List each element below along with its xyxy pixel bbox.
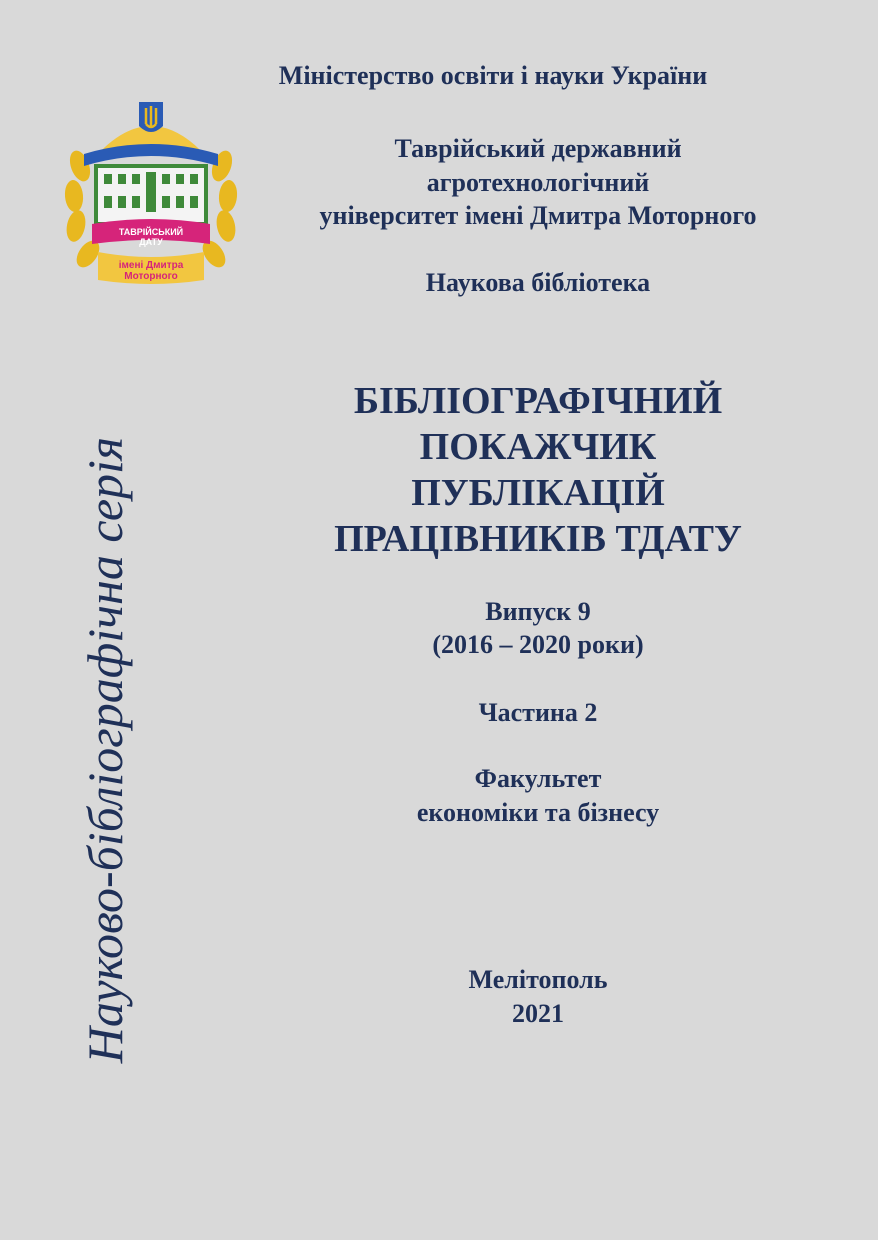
title-line-4: ПРАЦІВНИКІВ ТДАТУ bbox=[334, 518, 742, 560]
issue-years: (2016 – 2020 роки) bbox=[432, 630, 644, 659]
building-icon bbox=[94, 164, 208, 226]
ministry-name: Міністерство освіти і науки України bbox=[278, 61, 708, 90]
title-line-3: ПУБЛІКАЦІЙ bbox=[411, 472, 665, 514]
university-line-1: Таврійський державний bbox=[394, 134, 682, 163]
svg-text:ДАТУ: ДАТУ bbox=[139, 237, 163, 247]
publication-city: Мелітополь bbox=[468, 965, 608, 994]
top-ribbon bbox=[84, 144, 218, 166]
svg-text:Моторного: Моторного bbox=[124, 271, 178, 282]
issue-number: Випуск 9 bbox=[485, 597, 591, 626]
publication-year: 2021 bbox=[512, 999, 564, 1028]
title-line-1: БІБЛІОГРАФІЧНИЙ bbox=[353, 380, 723, 422]
part-number: Частина 2 bbox=[478, 698, 598, 727]
title-line-2: ПОКАЖЧИК bbox=[419, 426, 657, 468]
university-line-2: агротехнологічний bbox=[426, 168, 650, 197]
university-line-3: університет імені Дмитра Моторного bbox=[319, 201, 757, 230]
faculty-line-1: Факультет bbox=[474, 764, 602, 793]
library-name: Наукова бібліотека bbox=[425, 268, 651, 297]
faculty-line-2: економіки та бізнесу bbox=[416, 798, 660, 827]
svg-text:ТАВРІЙСЬКИЙ: ТАВРІЙСЬКИЙ bbox=[118, 227, 184, 237]
series-label: Науково-бібліографічна серія bbox=[77, 436, 133, 1064]
trident-icon bbox=[139, 102, 163, 132]
svg-text:імені Дмитра: імені Дмитра bbox=[118, 260, 184, 271]
